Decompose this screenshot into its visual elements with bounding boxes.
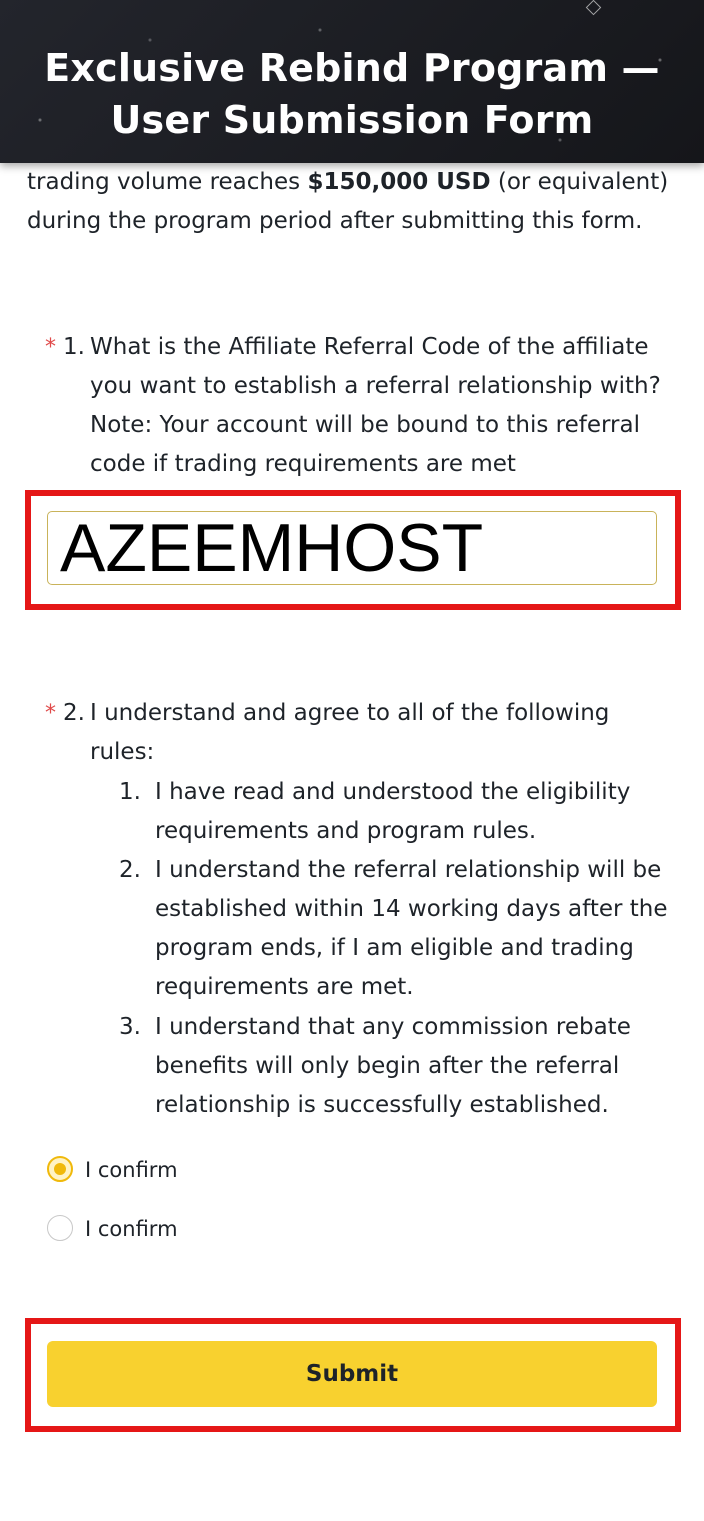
- intro-amount: $150,000 USD: [307, 169, 491, 195]
- required-asterisk: *: [45, 701, 56, 726]
- rule-number: 1.: [119, 779, 141, 805]
- required-asterisk: *: [45, 335, 56, 360]
- intro-prefix: trading volume reaches: [27, 169, 308, 195]
- page-title-line-2: User Submission Form: [110, 98, 594, 142]
- rule-item: [119, 1008, 675, 1125]
- rule-item: [119, 851, 675, 1007]
- option-label: I confirm: [85, 1217, 178, 1241]
- rule-text: I have read and understood the eligibility requirements and program rules.: [155, 779, 631, 844]
- question-number: 1.: [63, 334, 85, 360]
- question-1: [45, 328, 673, 484]
- rule-item: [119, 773, 675, 851]
- intro-suffix: (or equivalent) during the program period after submitting this form.: [27, 169, 669, 234]
- diamond-icon: [586, 0, 602, 15]
- radio-unselected-icon[interactable]: [47, 1215, 73, 1241]
- question-number: 2.: [63, 700, 85, 726]
- intro-text: [27, 163, 687, 241]
- radio-selected-icon[interactable]: [47, 1156, 73, 1182]
- referral-code-input[interactable]: [47, 511, 657, 585]
- option-label: I confirm: [85, 1158, 178, 1182]
- page-header: [0, 0, 704, 163]
- question-2: [45, 694, 673, 772]
- question-2-text: I understand and agree to all of the following rules:: [90, 700, 610, 765]
- page-title-line-1: Exclusive Rebind Program —: [44, 46, 660, 90]
- page-title: [0, 42, 704, 146]
- rule-text: I understand the referral relationship will be established within 14 working days after the program ends, if I am eligible and trading requirements are met.: [155, 857, 668, 1000]
- rule-number: 2.: [119, 857, 141, 883]
- rule-number: 3.: [119, 1014, 141, 1040]
- rule-text: I understand that any commission rebate benefits will only begin after the referral relationship is successfully established.: [155, 1014, 631, 1118]
- submit-button[interactable]: Submit: [47, 1341, 657, 1407]
- question-1-text: What is the Affiliate Referral Code of the affiliate you want to establish a referral relationship with? Note: Your account will be bound to this referral code if trading requirements are met: [90, 334, 661, 477]
